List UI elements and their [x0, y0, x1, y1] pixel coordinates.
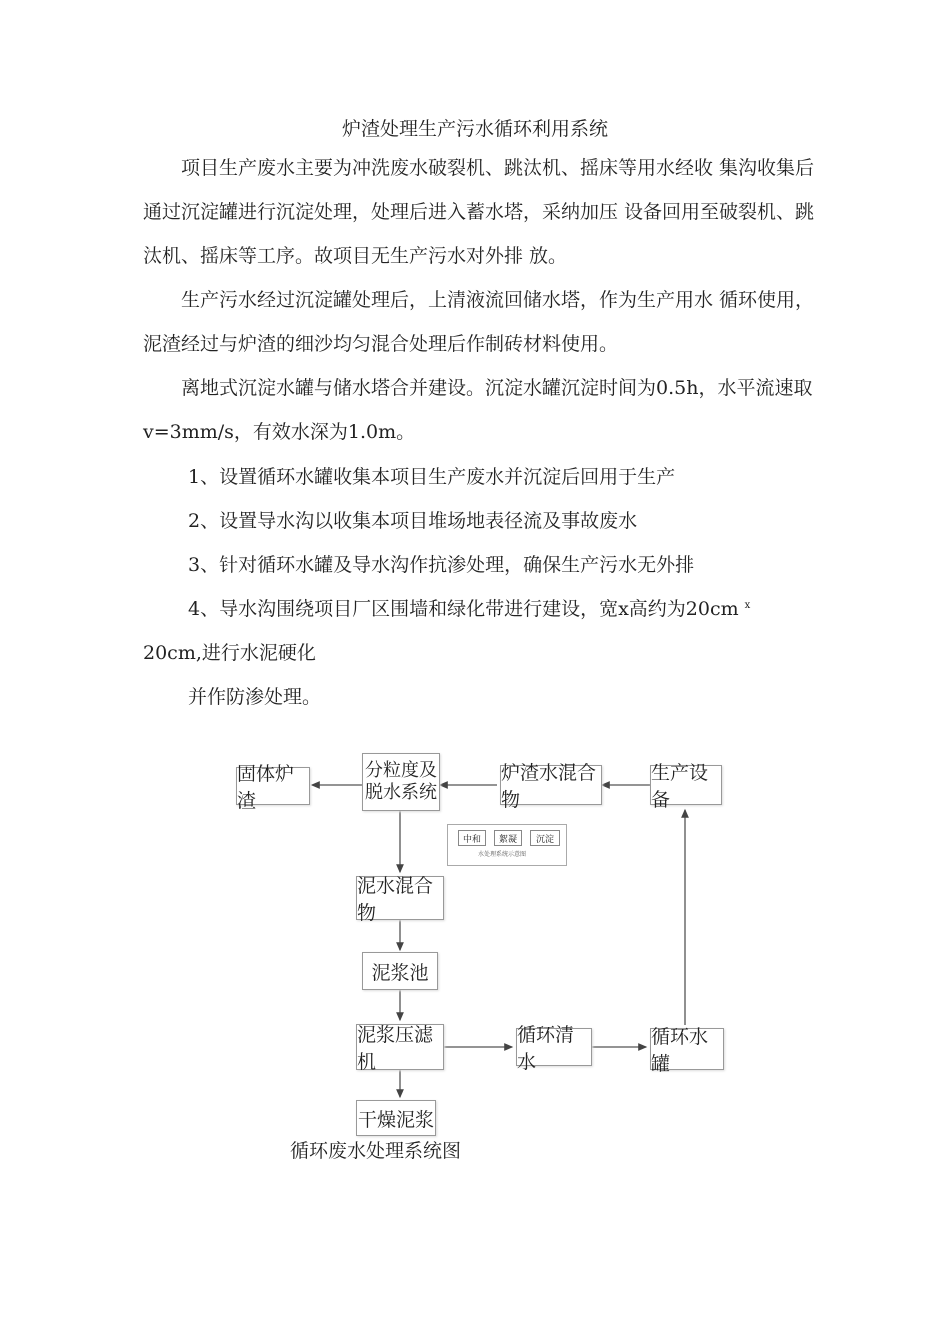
paragraph-1: 项目生产废水主要为冲洗废水破裂机、跳汰机、摇床等用水经收 集沟收集后通过沉淀罐进行沉淀处理，处理后进入蓄水塔，采纳加压 设备回用至破裂机、跳汰机、摇床等工序。故项目无生产污水对外排 放。 [143, 157, 815, 267]
list-item-continuation: 20cm,进行水泥硬化 [143, 642, 316, 664]
production-equipment-box: 生产设备 [650, 765, 722, 805]
list-item: 1、设置循环水罐收集本项目生产废水并沉淀后回用于生产 [188, 466, 676, 488]
page-title: 炉渣处理生产污水循环利用系统 [341, 118, 608, 140]
list-item: 2、设置导水沟以收集本项目堆场地表径流及事故废水 [188, 510, 638, 532]
sizing-line-1: 分粒度及 [365, 760, 437, 781]
list-item-text: 4、导水沟围绕项目厂区围墙和绿化带进行建设，宽x高约为20cm [188, 598, 739, 620]
list-item-tail: 并作防渗处理。 [188, 686, 322, 708]
solid-slag-box: 固体炉渣 [236, 767, 310, 805]
sizing-dewatering-box [362, 753, 440, 811]
superscript-mark: x [744, 599, 751, 611]
sizing-line-2: 脱水系统 [365, 782, 437, 803]
paragraph-2: 生产污水经过沉淀罐处理后，上清液流回储水塔，作为生产用水 循环使用，泥渣经过与炉渣的细沙均匀混合处理后作制砖材料使用。 [143, 289, 815, 355]
mini-box-right: 沉淀 [530, 830, 560, 846]
paragraph-3: 离地式沉淀水罐与储水塔合并建设。沉淀水罐沉淀时间为0.5h，水平流速取v=3mm/s，有效水深为1.0m。 [143, 377, 813, 443]
mud-water-box: 泥水混合物 [356, 876, 444, 920]
diagram-caption: 循环废水处理系统图 [290, 1140, 462, 1162]
slurry-pool-box: 泥浆池 [362, 952, 438, 990]
dry-slurry-box: 干燥泥浆 [356, 1100, 436, 1136]
mini-box-mid: 絮凝 [494, 830, 522, 846]
slag-water-box: 炉渣水混合物 [500, 765, 602, 805]
filter-press-box: 泥浆压滤机 [356, 1024, 444, 1070]
mini-box-left: 中和 [458, 830, 486, 846]
list-item: 3、针对循环水罐及导水沟作抗渗处理，确保生产污水无外排 [188, 554, 695, 576]
clear-water-box: 循环清水 [516, 1028, 592, 1066]
mini-caption: 水处理系统示意图 [478, 851, 527, 858]
water-tank-box: 循环水罐 [650, 1028, 724, 1070]
